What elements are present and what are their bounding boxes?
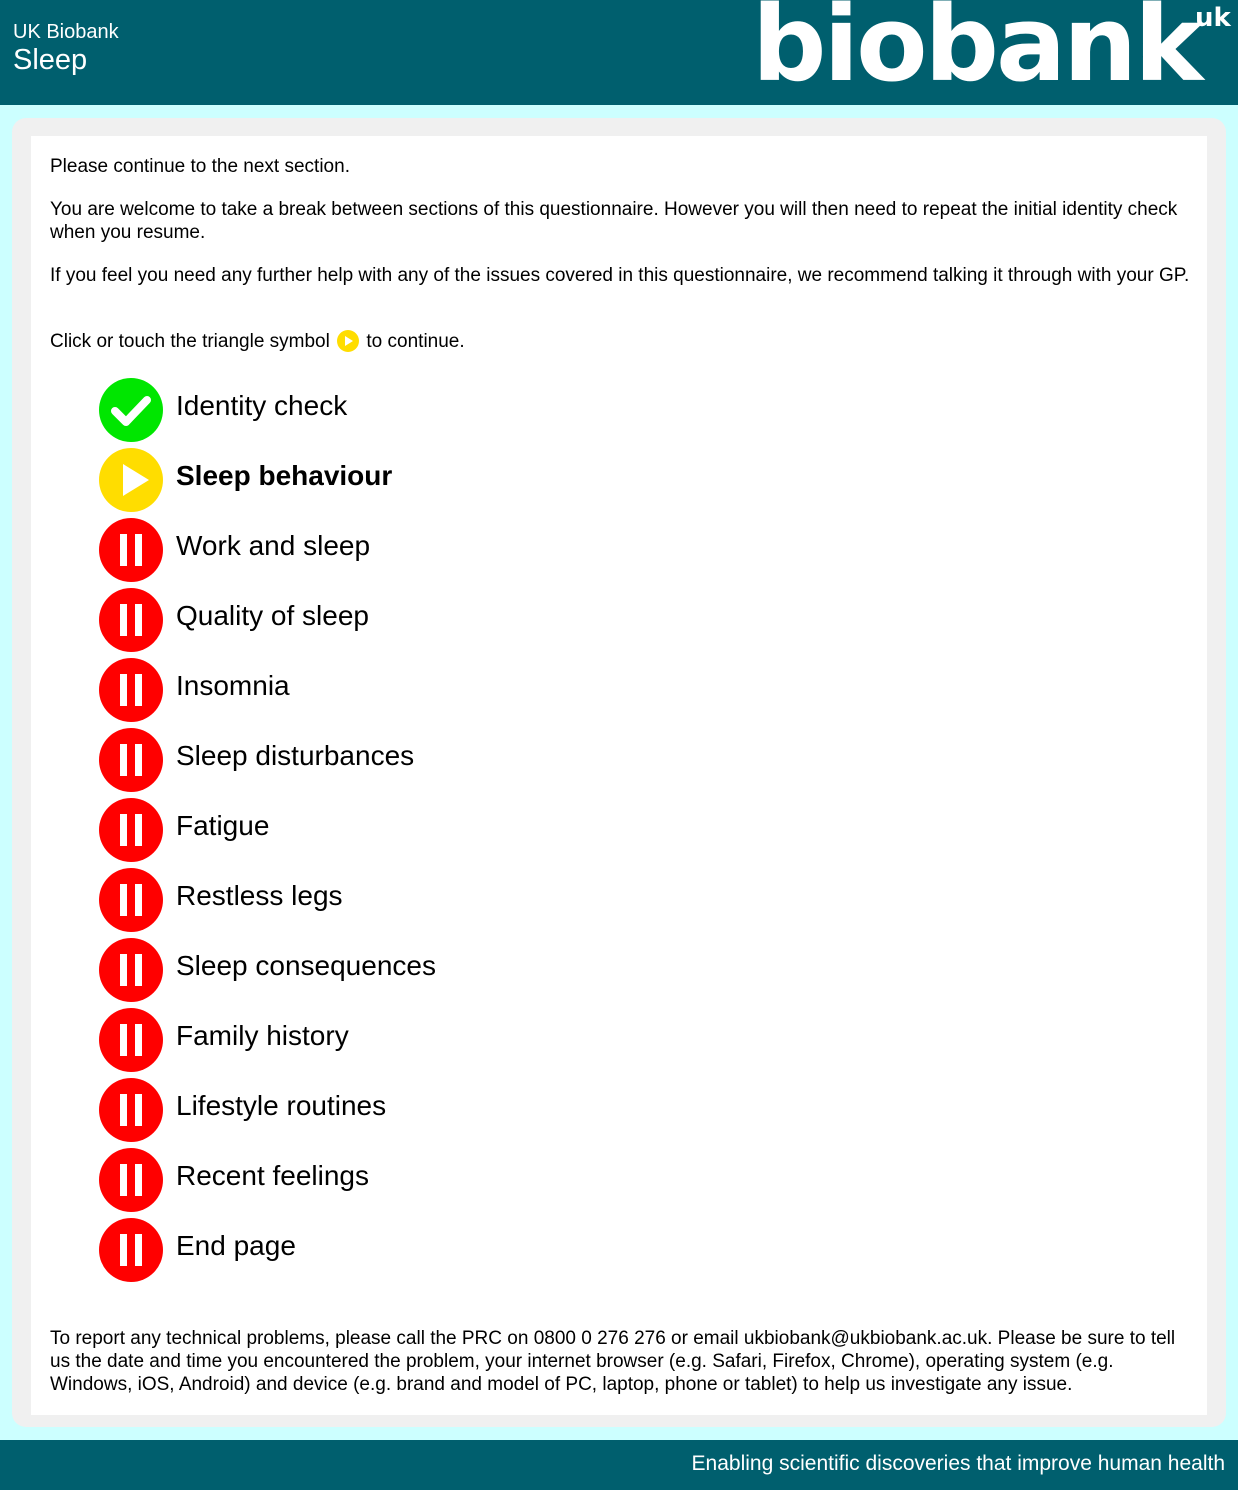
instruction-text-before: Click or touch the triangle symbol: [50, 331, 330, 352]
pause-circle-icon: [99, 658, 163, 722]
page-title: Sleep: [13, 44, 88, 76]
section-item: [99, 588, 699, 652]
section-label: End page: [176, 1230, 296, 1261]
pause-circle-icon: [99, 518, 163, 582]
biobank-logo: biobank: [752, 0, 1201, 105]
section-label: Quality of sleep: [176, 600, 369, 631]
section-item: [99, 728, 699, 792]
support-text: To report any technical problems, please call the PRC on 0800 0 276 276 or email ukbiobank@ukbiobank.ac.uk. Please be sure to tell us the date and time you encountered the problem, your internet browser (e.g. Safari, Firefox, Chrome), operating system (e.g. Windows, iOS, Android) and device (e.g. brand and model of PC, laptop, phone or tablet) to help us investigate any issue.: [50, 1328, 1176, 1395]
section-label: Lifestyle routines: [176, 1090, 387, 1121]
section-item: [99, 378, 699, 442]
footer-tagline: Enabling scientific discoveries that improve human health: [691, 1452, 1225, 1475]
section-label: Fatigue: [176, 810, 270, 841]
intro-instruction: [50, 330, 1190, 353]
inline-play-icon: [337, 330, 359, 352]
section-item: [99, 1218, 699, 1282]
section-item: [99, 798, 699, 862]
section-item[interactable]: [99, 448, 699, 512]
section-item: [99, 1008, 699, 1072]
section-item: [99, 1078, 699, 1142]
play-circle-icon[interactable]: [99, 448, 163, 512]
intro-gp-note: If you feel you need any further help with any of the issues covered in this questionnaire, we recommend talking it through with your GP.: [50, 265, 1190, 286]
section-label: Identity check: [176, 390, 348, 421]
section-item: [99, 658, 699, 722]
section-item: [99, 1148, 699, 1212]
footer-bar: [0, 1440, 1238, 1490]
section-label: Sleep disturbances: [176, 740, 415, 771]
pause-circle-icon: [99, 1218, 163, 1282]
pause-circle-icon: [99, 1148, 163, 1212]
section-label: Family history: [176, 1020, 349, 1051]
pause-circle-icon: [99, 588, 163, 652]
section-item: [99, 868, 699, 932]
intro-break-note: You are welcome to take a break between sections of this questionnaire. However you will then need to repeat the initial identity check when you resume.: [50, 199, 1178, 243]
instruction-text-after: to continue.: [366, 331, 465, 352]
pause-circle-icon: [99, 938, 163, 1002]
section-item: [99, 518, 699, 582]
pause-circle-icon: [99, 798, 163, 862]
pause-circle-icon: [99, 868, 163, 932]
check-circle-icon: [99, 378, 163, 442]
pause-circle-icon: [99, 1078, 163, 1142]
section-item: [99, 938, 699, 1002]
section-label: Work and sleep: [176, 530, 371, 561]
section-label: Recent feelings: [176, 1160, 370, 1191]
header-bar: [0, 0, 1238, 105]
intro-continue: Please continue to the next section.: [50, 156, 350, 177]
section-label: Sleep consequences: [176, 950, 436, 981]
section-label: Restless legs: [176, 880, 343, 911]
section-label: Insomnia: [176, 670, 290, 701]
org-name: UK Biobank: [13, 21, 119, 43]
pause-circle-icon: [99, 728, 163, 792]
biobank-logo-suffix: uk: [1195, 3, 1231, 33]
pause-circle-icon: [99, 1008, 163, 1072]
section-label: Sleep behaviour: [176, 460, 393, 491]
